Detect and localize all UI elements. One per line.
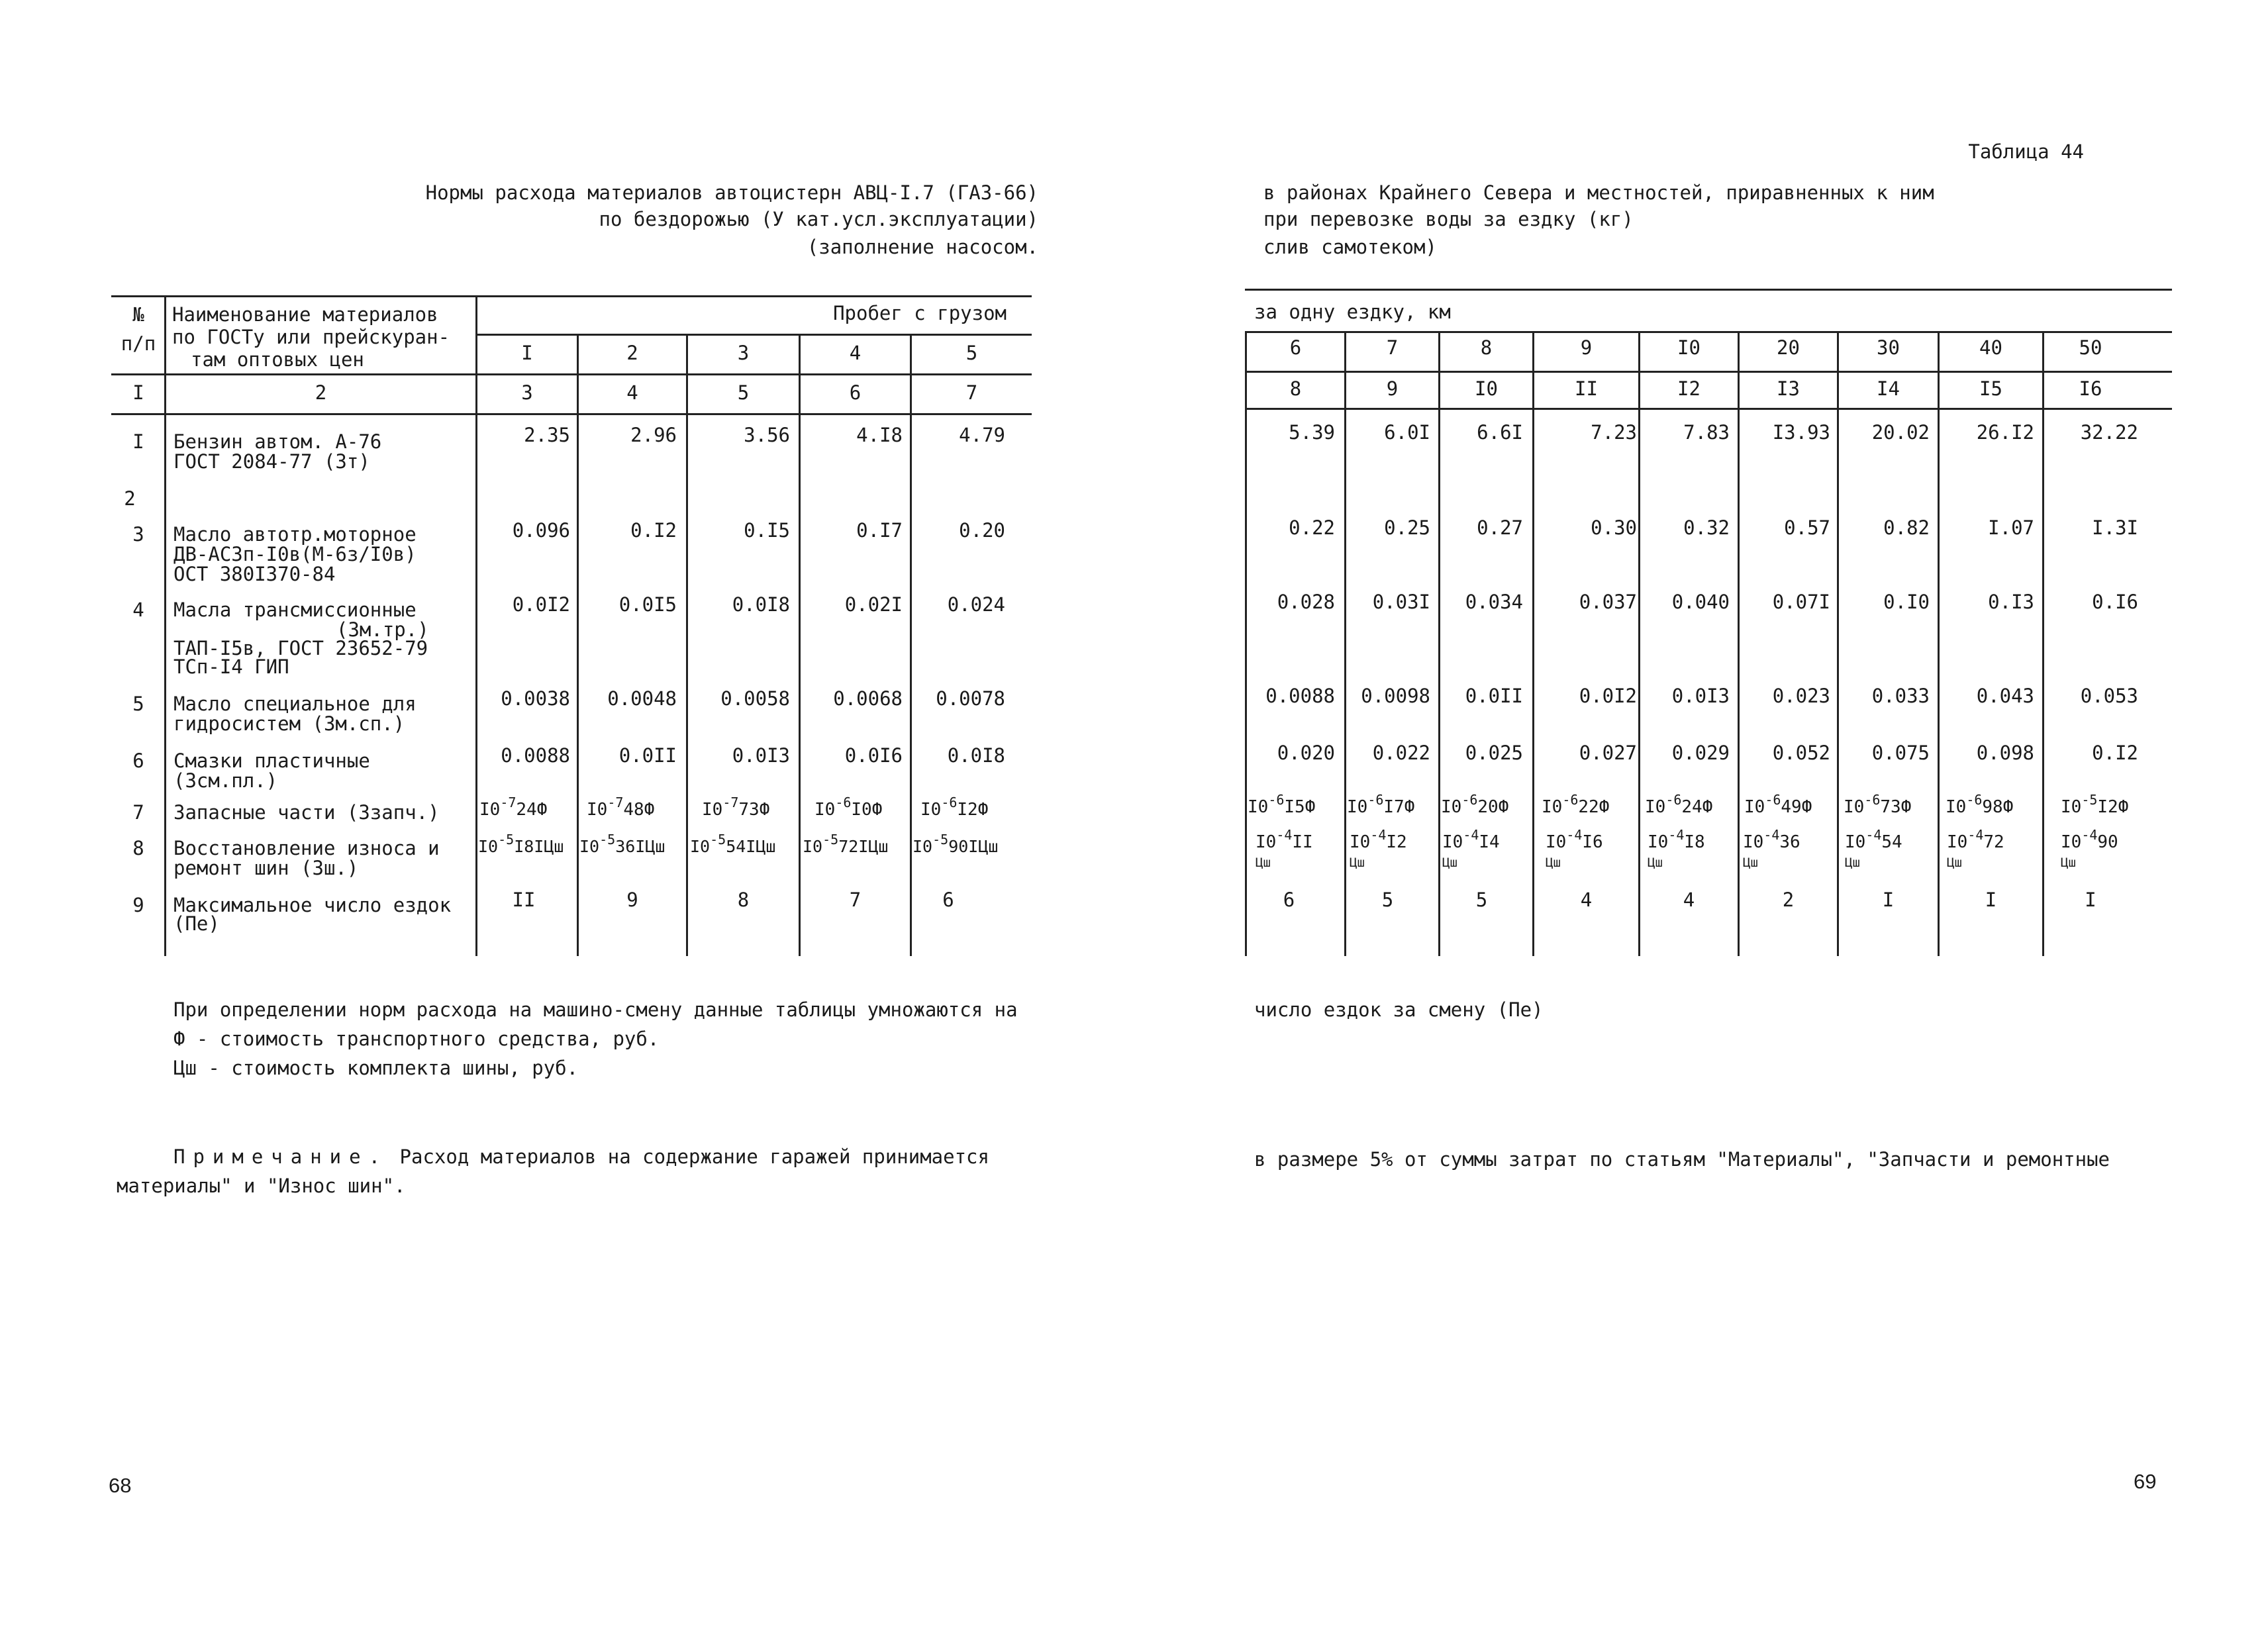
row-6-name-2: (Зсм.пл.) (173, 769, 278, 792)
right-page-number: 69 (2134, 1470, 2157, 1493)
r-row-2-val-5: 0.32 (1683, 516, 1730, 539)
row-7-val-3: $I0^{-7}73Ф$ (702, 795, 770, 820)
right-title-line-3: слив самотеком) (1263, 236, 1437, 258)
r-sub-header-4: 9 (1580, 336, 1593, 359)
row-4-name-3: ТАП-I5в, ГОСТ 23652-79 (173, 637, 428, 659)
sub-header-2: 2 (626, 342, 638, 364)
right-remark: в размере 5% от суммы затрат по статьям "Материалы", "Запчасти и ремонтные (1254, 1148, 2110, 1171)
remark-text: Расход материалов на содержание гаражей принимается (399, 1145, 989, 1168)
r-row-6-val-5: $I0^{-6}24Ф$ (1645, 792, 1713, 817)
r-sub-header-1: 6 (1289, 336, 1302, 359)
row-9-val-3: 8 (737, 889, 750, 911)
sub-header-1: I (521, 342, 533, 364)
r-row-4-val-2: 0.0098 (1361, 685, 1430, 707)
r-row-5-val-6: 0.052 (1772, 742, 1830, 764)
left-remark (173, 1144, 989, 1169)
row-1-name-1: Бензин автом. А-76 (173, 430, 382, 453)
right-note-1: число ездок за смену (Пе) (1254, 998, 1544, 1021)
r-row-8-val-3: 5 (1475, 889, 1488, 911)
right-title-line-1: в районах Крайнего Севера и местностей, приравненных к ним (1263, 181, 1934, 204)
r-row-3-val-1: 0.028 (1277, 591, 1335, 613)
row-3-val-3: 0.I5 (744, 519, 790, 542)
r-row-2-val-9: I.3I (2092, 516, 2138, 539)
row-7-val-4: $I0^{-6}I0Ф$ (814, 795, 883, 820)
r-row-2-val-4: 0.30 (1591, 516, 1637, 539)
row-4-num: 4 (132, 599, 144, 621)
col-number-4: 4 (626, 381, 638, 404)
r-sub-header-2: 7 (1386, 336, 1399, 359)
row-5-name-1: Масло специальное для (173, 693, 417, 715)
r-row-1-val-5: 7.83 (1683, 421, 1730, 444)
r-row-2-val-8: I.07 (1988, 516, 2034, 539)
right-page (1134, 0, 2268, 1642)
r-row-7-val-4: $I0^{-4}I6$ Цш (1546, 827, 1603, 870)
r-row-4-val-9: 0.053 (2080, 685, 2138, 707)
r-row-1-val-7: 20.02 (1871, 421, 1930, 444)
r-row-4-val-7: 0.033 (1871, 685, 1930, 707)
row-3-num: 3 (132, 523, 144, 546)
r-row-6-val-9: $I0^{-5}I2Ф$ (2061, 792, 2129, 817)
row-6-val-4: 0.0I6 (844, 744, 903, 767)
r-row-5-val-2: 0.022 (1372, 742, 1430, 764)
r-row-7-val-1: $I0^{-4}II$ Цш (1256, 827, 1313, 870)
r-row-6-val-1: $I0^{-6}I5Ф$ (1248, 792, 1316, 817)
r-sub-header-8: 40 (1979, 336, 2002, 359)
r-col-number-4: II (1575, 377, 1598, 400)
r-row-6-val-2: $I0^{-6}I7Ф$ (1347, 792, 1415, 817)
row-9-val-4: 7 (849, 889, 862, 911)
r-row-7-val-3: $I0^{-4}I4$ Цш (1442, 827, 1500, 870)
r-row-6-val-7: $I0^{-6}73Ф$ (1844, 792, 1912, 817)
row-3-val-5: 0.20 (959, 519, 1005, 542)
r-row-8-val-2: 5 (1381, 889, 1394, 911)
row-4-name-2: (Зм.тр.) (336, 618, 429, 641)
row-4-val-1: 0.0I2 (512, 593, 570, 616)
row-2-num: 2 (124, 487, 136, 510)
col-number-5: 5 (737, 381, 750, 404)
table-label: Таблица 44 (1968, 140, 2084, 163)
row-5-num: 5 (132, 693, 144, 715)
r-col-number-8: I5 (1979, 377, 2002, 400)
r-row-8-val-6: 2 (1782, 889, 1795, 911)
right-title-line-2: при перевозке воды за ездку (кг) (1263, 208, 1634, 230)
row-3-name-3: ОСТ 380I370-84 (173, 563, 336, 585)
row-4-name-1: Масла трансмиссионные (173, 599, 417, 621)
row-6-val-1: 0.0088 (501, 744, 570, 767)
row-4-val-3: 0.0I8 (732, 593, 790, 616)
r-row-8-val-9: I (2085, 889, 2096, 911)
sub-header-3: 3 (737, 342, 750, 364)
col-number-6: 6 (849, 381, 862, 404)
row-6-name-1: Смазки пластичные (173, 749, 370, 772)
row-8-val-4: $I0^{-5}72IЦш$ (803, 832, 889, 856)
r-row-7-val-6: $I0^{-4}36$ Цш (1743, 827, 1800, 870)
row-4-val-4: 0.02I (844, 593, 903, 616)
r-row-7-val-8: $I0^{-4}72$ Цш (1947, 827, 2004, 870)
r-row-5-val-3: 0.025 (1465, 742, 1523, 764)
r-row-6-val-3: $I0^{-6}20Ф$ (1441, 792, 1509, 817)
row-3-val-4: 0.I7 (856, 519, 903, 542)
left-note-3: Цш - стоимость комплекта шины, руб. (173, 1057, 579, 1079)
row-9-val-1: II (512, 889, 536, 911)
r-row-1-val-4: 7.23 (1591, 421, 1637, 444)
r-row-8-val-4: 4 (1580, 889, 1593, 911)
row-7-val-5: $I0^{-6}I2Ф$ (920, 795, 989, 820)
row-3-val-2: 0.I2 (630, 519, 677, 542)
left-note-1: При определении норм расхода на машино-смену данные таблицы умножаются на (173, 998, 1018, 1021)
row-1-val-4: 4.I8 (856, 424, 903, 446)
r-row-8-val-7: I (1882, 889, 1895, 911)
row-9-val-2: 9 (626, 889, 638, 911)
r-col-number-1: 8 (1289, 377, 1302, 400)
row-6-val-3: 0.0I3 (732, 744, 790, 767)
r-row-6-val-6: $I0^{-6}49Ф$ (1744, 792, 1812, 817)
r-row-4-val-1: 0.0088 (1265, 685, 1335, 707)
row-7-num: 7 (132, 801, 144, 824)
r-row-2-val-6: 0.57 (1784, 516, 1830, 539)
r-row-4-val-8: 0.043 (1976, 685, 2034, 707)
left-title-line-1: Нормы расхода материалов автоцистерн АВЦ-I.7 (ГАЗ-66) (425, 181, 1038, 204)
r-col-number-9: I6 (2079, 377, 2102, 400)
row-8-val-5: $I0^{-5}90IЦш$ (912, 832, 999, 856)
r-row-5-val-4: 0.027 (1579, 742, 1637, 764)
name-header-1: Наименование материалов (172, 303, 438, 326)
r-row-5-val-5: 0.029 (1671, 742, 1730, 764)
r-row-1-val-2: 6.0I (1384, 421, 1430, 444)
row-4-val-2: 0.0I5 (618, 593, 677, 616)
r-row-3-val-4: 0.037 (1579, 591, 1637, 613)
r-sub-header-5: I0 (1677, 336, 1701, 359)
r-col-number-6: I3 (1777, 377, 1800, 400)
r-row-4-val-3: 0.0II (1465, 685, 1523, 707)
r-row-3-val-3: 0.034 (1465, 591, 1523, 613)
row-8-name-1: Восстановление износа и (173, 837, 440, 859)
r-row-7-val-5: $I0^{-4}I8$ Цш (1648, 827, 1705, 870)
r-row-5-val-8: 0.098 (1976, 742, 2034, 764)
group-header: Пробег с грузом (833, 302, 1007, 324)
r-sub-header-6: 20 (1777, 336, 1800, 359)
r-row-1-val-3: 6.6I (1477, 421, 1523, 444)
r-row-7-val-7: $I0^{-4}54$ Цш (1845, 827, 1902, 870)
sub-header-4: 4 (849, 342, 862, 364)
r-row-2-val-1: 0.22 (1289, 516, 1335, 539)
left-remark-line-2: материалы" и "Износ шин". (117, 1175, 406, 1197)
r-row-6-val-8: $I0^{-6}98Ф$ (1946, 792, 2014, 817)
r-row-5-val-9: 0.I2 (2092, 742, 2138, 764)
r-col-number-2: 9 (1386, 377, 1399, 400)
row-5-val-5: 0.0078 (936, 687, 1005, 710)
r-row-3-val-9: 0.I6 (2092, 591, 2138, 613)
r-row-8-val-8: I (1985, 889, 1997, 911)
row-8-num: 8 (132, 837, 144, 859)
r-row-4-val-6: 0.023 (1772, 685, 1830, 707)
r-sub-header-3: 8 (1480, 336, 1493, 359)
r-row-4-val-4: 0.0I2 (1579, 685, 1637, 707)
name-header-3: там оптовых цен (191, 348, 364, 371)
row-1-val-1: 2.35 (524, 424, 570, 446)
col-number-7: 7 (965, 381, 978, 404)
row-9-name-2: (Пе) (173, 912, 220, 935)
left-note-2: Ф - стоимость транспортного средства, руб. (173, 1028, 660, 1050)
row-8-val-1: $I0^{-5}I8IЦш$ (478, 832, 564, 856)
r-row-1-val-9: 32.22 (2080, 421, 2138, 444)
row-9-val-5: 6 (942, 889, 954, 911)
row-1-name-2: ГОСТ 2084-77 (Зт) (173, 450, 370, 473)
left-page-number: 68 (109, 1474, 132, 1497)
row-3-name-1: Масло автотр.моторное (173, 523, 417, 546)
num-header-1: № (132, 303, 144, 326)
col-number-1: I (132, 381, 144, 404)
r-row-1-val-8: 26.I2 (1976, 421, 2034, 444)
r-row-3-val-6: 0.07I (1772, 591, 1830, 613)
r-row-1-val-6: I3.93 (1772, 421, 1830, 444)
col-number-3: 3 (521, 381, 533, 404)
row-8-name-2: ремонт шин (Зш.) (173, 857, 359, 879)
r-row-5-val-7: 0.075 (1871, 742, 1930, 764)
r-row-3-val-2: 0.03I (1372, 591, 1430, 613)
r-col-number-5: I2 (1677, 377, 1701, 400)
row-6-num: 6 (132, 749, 144, 772)
r-row-3-val-8: 0.I3 (1988, 591, 2034, 613)
r-row-1-val-1: 5.39 (1289, 421, 1335, 444)
row-1-num: I (132, 430, 144, 453)
name-header-2: по ГОСТу или прейскуран- (172, 326, 450, 348)
row-1-val-2: 2.96 (630, 424, 677, 446)
remark-label: Примечание. (173, 1145, 389, 1168)
row-7-val-1: $I0^{-7}24Ф$ (479, 795, 548, 820)
r-row-2-val-2: 0.25 (1384, 516, 1430, 539)
r-row-3-val-5: 0.040 (1671, 591, 1730, 613)
row-9-num: 9 (132, 894, 144, 916)
sub-header-5: 5 (965, 342, 978, 364)
r-row-5-val-1: 0.020 (1277, 742, 1335, 764)
r-row-3-val-7: 0.I0 (1883, 591, 1930, 613)
row-1-val-5: 4.79 (959, 424, 1005, 446)
r-col-number-3: I0 (1475, 377, 1498, 400)
left-title-line-2: по бездорожью (У кат.усл.эксплуатации) (599, 208, 1038, 230)
row-5-name-2: гидросистем (Зм.сп.) (173, 712, 405, 735)
row-6-val-2: 0.0II (618, 744, 677, 767)
r-row-2-val-7: 0.82 (1883, 516, 1930, 539)
r-col-number-7: I4 (1877, 377, 1900, 400)
row-3-val-1: 0.096 (512, 519, 570, 542)
r-row-6-val-4: $I0^{-6}22Ф$ (1542, 792, 1610, 817)
row-4-name-4: ТСп-I4 ГИП (173, 655, 289, 678)
r-row-7-val-2: $I0^{-4}I2$ Цш (1350, 827, 1407, 870)
row-5-val-2: 0.0048 (607, 687, 677, 710)
r-sub-header-7: 30 (1877, 336, 1900, 359)
row-5-val-4: 0.0068 (833, 687, 903, 710)
r-row-2-val-3: 0.27 (1477, 516, 1523, 539)
left-title-line-3: (заполнение насосом. (807, 236, 1038, 258)
r-row-4-val-5: 0.0I3 (1671, 685, 1730, 707)
row-7-val-2: $I0^{-7}48Ф$ (587, 795, 655, 820)
row-7-name-1: Запасные части (Ззапч.) (173, 801, 440, 824)
r-sub-header-9: 50 (2079, 336, 2102, 359)
r-row-8-val-5: 4 (1683, 889, 1695, 911)
row-1-val-3: 3.56 (744, 424, 790, 446)
col-number-2: 2 (315, 381, 327, 404)
r-row-7-val-9: $I0^{-4}90$ Цш (2061, 827, 2118, 870)
row-5-val-3: 0.0058 (720, 687, 790, 710)
num-header-2: п/п (121, 332, 156, 355)
right-group-header: за одну ездку, км (1254, 301, 1451, 323)
row-8-val-3: $I0^{-5}54IЦш$ (690, 832, 776, 856)
row-6-val-5: 0.0I8 (947, 744, 1005, 767)
row-3-name-2: ДВ-АСЗп-I0в(М-6з/I0в) (173, 543, 417, 565)
row-9-name-1: Максимальное число ездок (173, 894, 452, 916)
r-row-8-val-1: 6 (1283, 889, 1295, 911)
row-8-val-2: $I0^{-5}36IЦш$ (579, 832, 666, 856)
row-4-val-5: 0.024 (947, 593, 1005, 616)
row-5-val-1: 0.0038 (501, 687, 570, 710)
